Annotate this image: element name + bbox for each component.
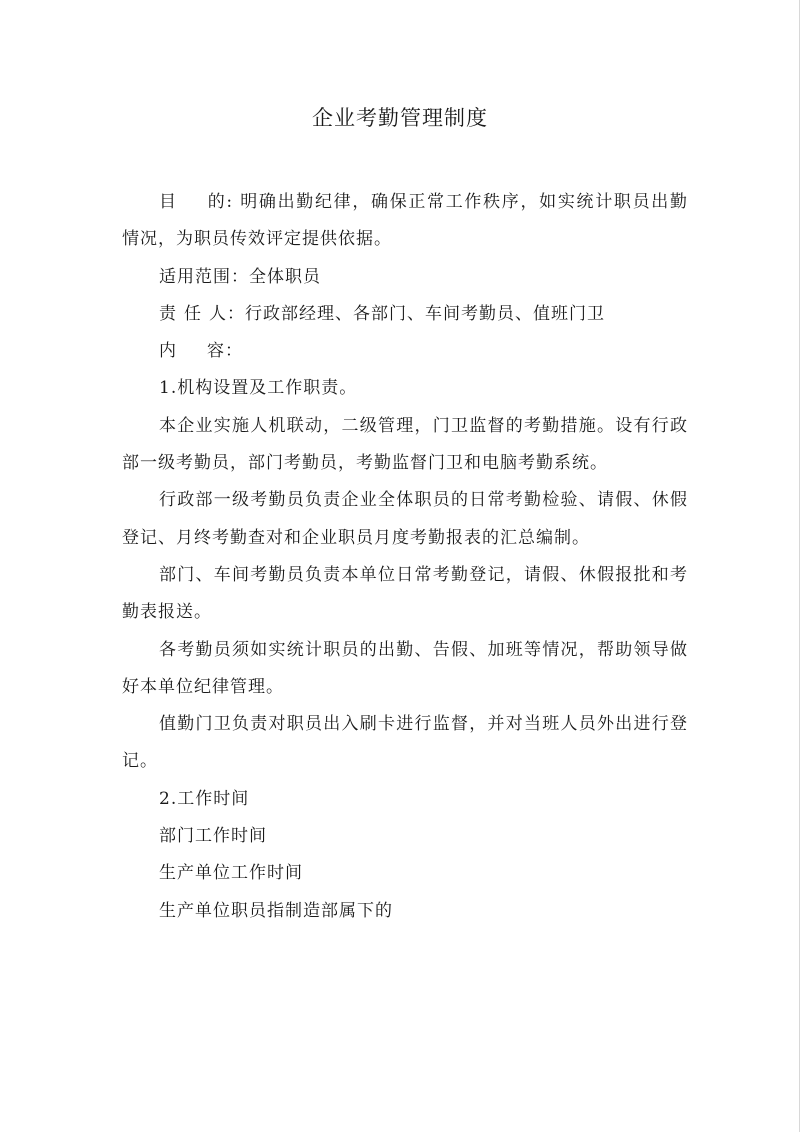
document-body [122,184,688,930]
responsible-text: ：行政部经理、各部门、车间考勤员、值班门卫 [227,303,605,324]
purpose-label-left: 目 [159,192,178,212]
section-heading-2: 2.工作时间 [159,788,250,809]
subheading: 部门工作时间 [159,826,267,847]
responsible-label-2: 任 [184,303,202,324]
body-paragraph: 各考勤员须如实统计职员的出勤、告假、加班等情况，帮助领导做好本单位纪律管理。 [122,639,688,697]
purpose-paragraph [122,184,688,259]
purpose-label-right: 的 [207,192,227,212]
purpose-text: : 明确出勤纪律，确保正常工作秩序，如实统计职员出勤情况，为职员传效评定提供依据。 [122,192,688,250]
body-paragraph: 值勤门卫负责对职员出入刷卡进行监督，并对当班人员外出进行登记。 [122,714,688,772]
body-paragraph: 本企业实施人机联动，二级管理，门卫监督的考勤措施。设有行政部一级考勤员，部门考勤员，考勤监督门卫和电脑考勤系统。 [122,415,688,474]
responsible-label-1: 责 [159,303,177,324]
body-paragraph: 行政部一级考勤员负责企业全体职员的日常考勤检验、请假、休假登记、月终考勤查对和企业职员月度考勤报表的汇总编制。 [122,490,688,548]
responsible-paragraph [122,296,688,333]
subheading: 生产单位工作时间 [159,863,303,884]
content-label-left: 内 [159,341,177,362]
scope-paragraph: 适用范围：全体职员 [159,266,321,287]
section-heading-1: 1.机构设置及工作职责。 [159,378,358,399]
body-paragraph: 部门、车间考勤员负责本单位日常考勤登记，请假、休假报批和考勤表报送。 [122,564,688,623]
body-paragraph: 生产单位职员指制造部属下的 [159,900,393,921]
document-title: 企业考勤管理制度 [312,106,488,130]
responsible-label-3: 人 [209,303,227,324]
content-paragraph [122,333,688,370]
content-label-right: 容： [207,341,243,362]
